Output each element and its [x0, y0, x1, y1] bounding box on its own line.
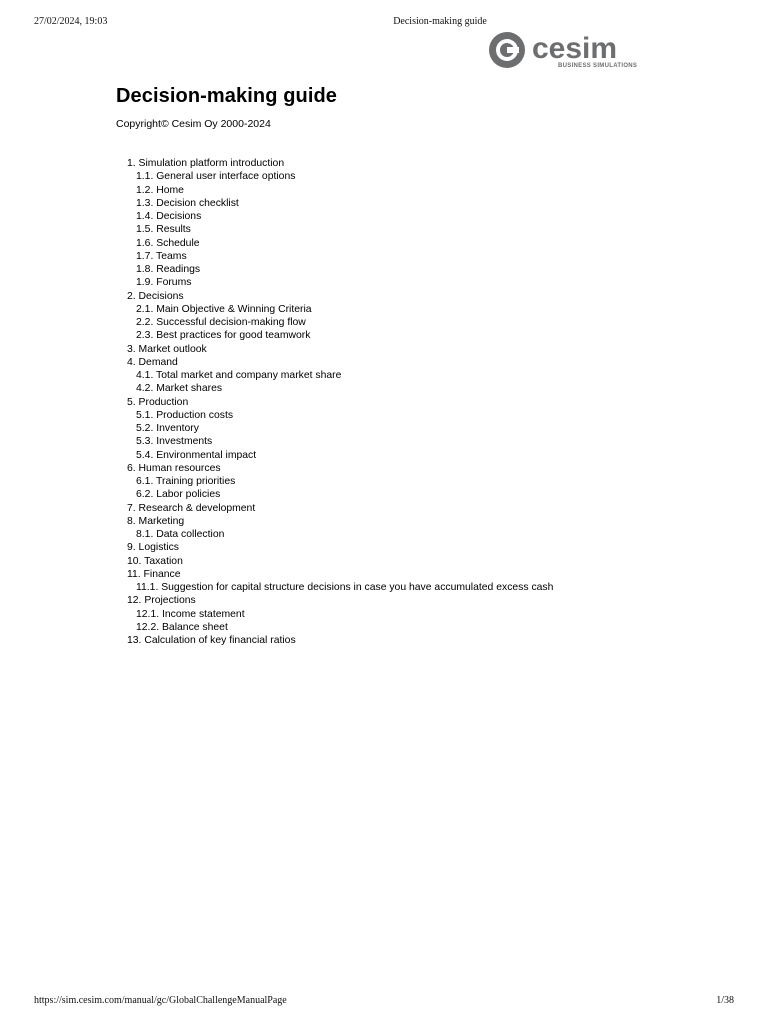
toc-subitem[interactable]: 2.3. Best practices for good teamwork — [136, 330, 311, 342]
toc-item[interactable]: 5. Production — [127, 396, 189, 408]
toc-subitem[interactable]: 1.4. Decisions — [136, 211, 202, 222]
logo-tagline: BUSINESS SIMULATIONS — [558, 63, 638, 69]
toc-subitem[interactable]: 12.2. Balance sheet — [136, 621, 228, 633]
toc-subitem[interactable]: 5.3. Investments — [136, 436, 213, 448]
print-datetime: 27/02/2024, 19:03 — [34, 16, 108, 27]
toc-subitem[interactable]: 1.1. General user interface options — [136, 171, 296, 183]
toc-item[interactable]: 3. Market outlook — [127, 343, 207, 355]
cesim-logo — [488, 30, 656, 72]
print-page-title: Decision-making guide — [393, 16, 487, 27]
toc-subitem[interactable]: 1.7. Teams — [136, 250, 187, 262]
toc-subitem[interactable]: 1.2. Home — [136, 184, 184, 196]
toc-item[interactable]: 13. Calculation of key financial ratios — [127, 635, 296, 646]
toc-item[interactable]: 10. Taxation — [127, 555, 183, 567]
toc-subitem[interactable]: 1.9. Forums — [136, 277, 192, 289]
toc-item[interactable]: 8. Marketing — [127, 515, 185, 527]
print-url: https://sim.cesim.com/manual/gc/GlobalChallengeManualPage — [34, 995, 287, 1006]
toc-subitem[interactable]: 1.6. Schedule — [136, 237, 200, 249]
page-number: 1/38 — [716, 995, 734, 1006]
toc-subitem[interactable]: 5.1. Production costs — [136, 409, 234, 421]
toc-subitem[interactable]: 1.3. Decision checklist — [136, 197, 239, 209]
copyright-notice: Copyright© Cesim Oy 2000-2024 — [116, 118, 271, 130]
toc-item[interactable]: 6. Human resources — [127, 462, 221, 474]
page-title: Decision-making guide — [116, 85, 338, 107]
print-footer — [0, 995, 768, 1011]
toc-subitem[interactable]: 4.2. Market shares — [136, 383, 223, 395]
toc-subitem[interactable]: 5.4. Environmental impact — [136, 449, 257, 461]
cesim-logo-mark-icon — [489, 32, 525, 68]
toc-subitem[interactable]: 6.1. Training priorities — [136, 476, 236, 487]
logo-word: cesim — [532, 32, 618, 65]
toc-subitem[interactable]: 12.1. Income statement — [136, 608, 245, 620]
toc-item[interactable]: 1. Simulation platform introduction — [127, 158, 285, 169]
toc-subitem[interactable]: 6.2. Labor policies — [136, 489, 221, 501]
toc-subitem[interactable]: 1.8. Readings — [136, 264, 201, 275]
toc-subitem[interactable]: 2.1. Main Objective & Winning Criteria — [136, 303, 312, 315]
toc-item[interactable]: 9. Logistics — [127, 542, 179, 554]
toc-subitem[interactable]: 8.1. Data collection — [136, 529, 225, 540]
toc-item[interactable]: 4. Demand — [127, 356, 178, 368]
toc-subitem[interactable]: 1.5. Results — [136, 224, 191, 236]
toc-subitem[interactable]: 11.1. Suggestion for capital structure decisions in case you have accumulated excess cash — [136, 582, 554, 593]
toc-subitem[interactable]: 5.2. Inventory — [136, 423, 199, 434]
toc-subitem[interactable]: 2.2. Successful decision-making flow — [136, 317, 306, 328]
toc-subitem[interactable]: 4.1. Total market and company market share — [136, 370, 342, 381]
toc-item[interactable]: 2. Decisions — [127, 290, 184, 302]
table-of-contents — [127, 157, 553, 647]
toc-item[interactable]: 12. Projections — [127, 595, 196, 607]
toc-item[interactable]: 11. Finance — [127, 568, 181, 580]
toc-item[interactable]: 7. Research & development — [127, 502, 256, 514]
